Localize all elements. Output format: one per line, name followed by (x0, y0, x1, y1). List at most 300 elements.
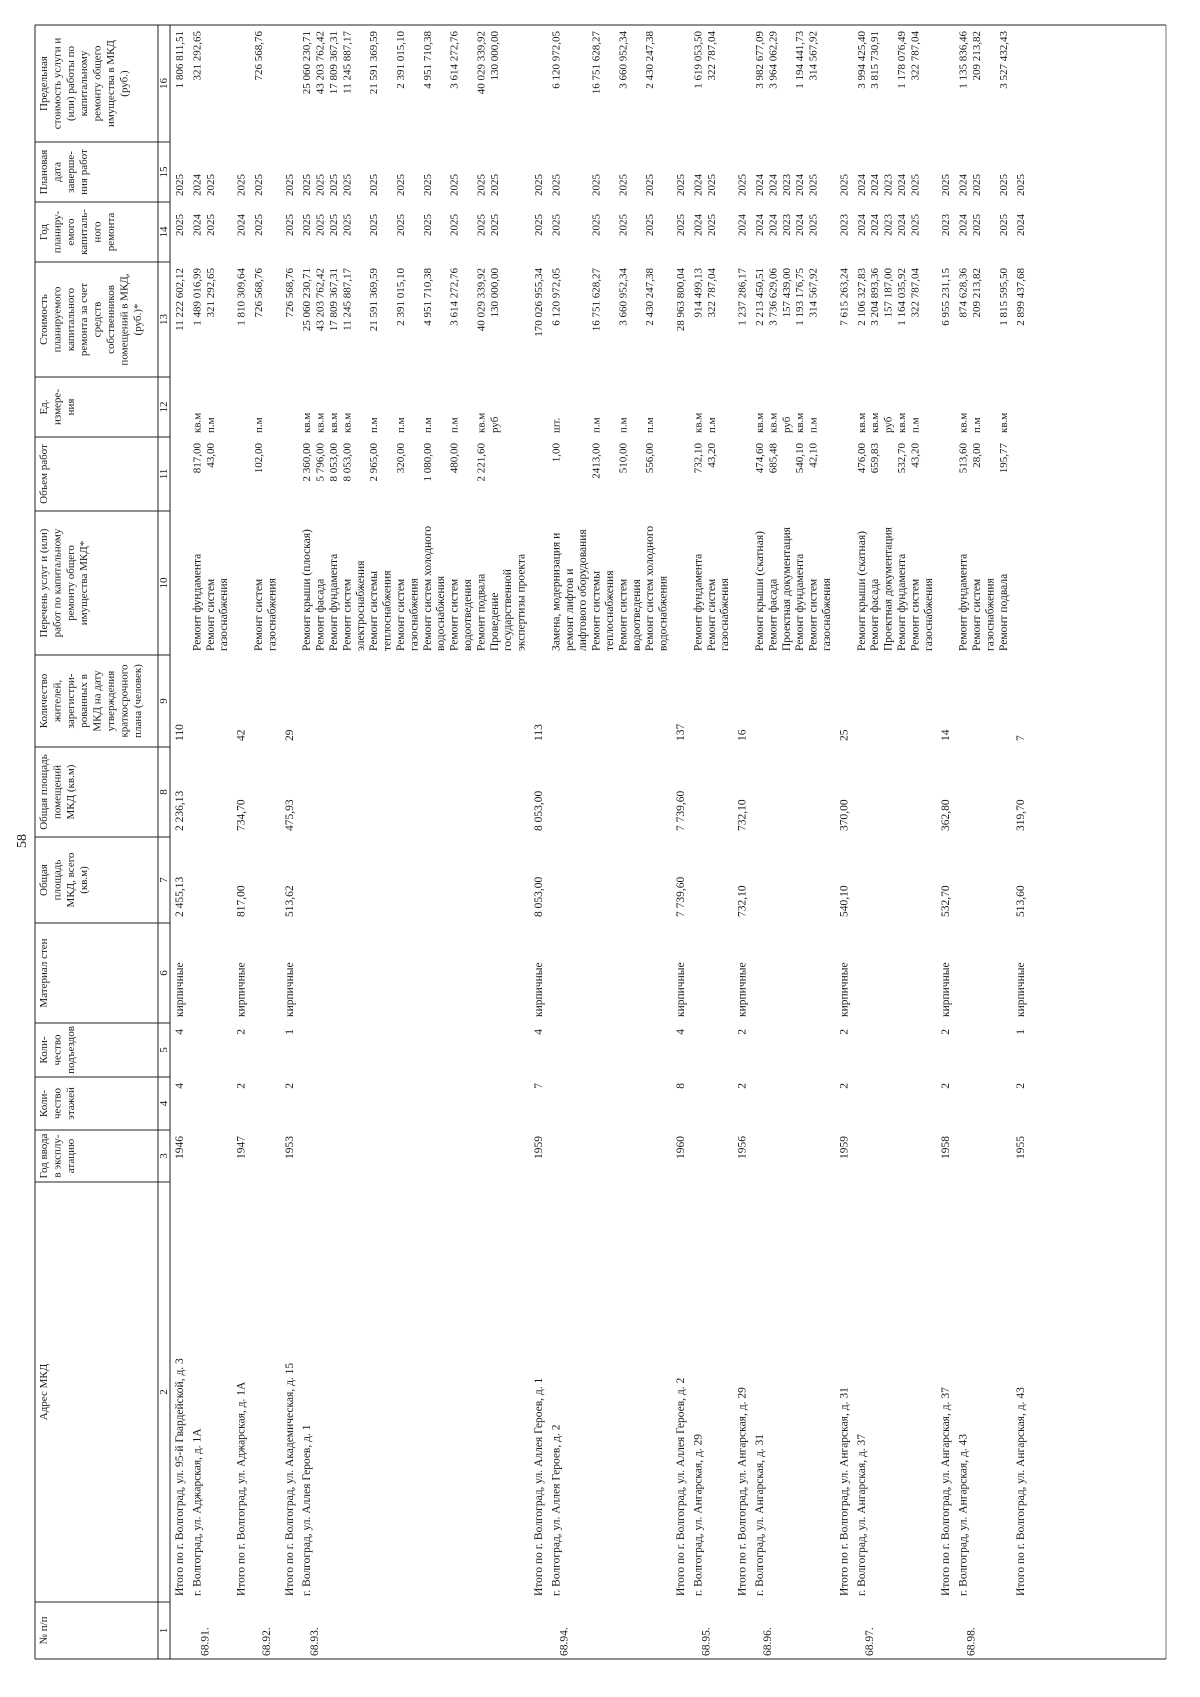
premises-area-cell: 362,80 (940, 799, 953, 831)
address-cell: Итого по г. Волгоград, ул. Аллея Героев, д. 1 (533, 1377, 545, 1596)
unit-cell: кв.м (754, 412, 766, 433)
volume-cell: 474,60 (754, 443, 766, 474)
address-cell: Итого по г. Волгоград, ул. 95-й Гвардейской, д. 3 (174, 1358, 186, 1596)
plan-year-cell: 2024 (1015, 214, 1028, 236)
cost-cell: 3 660 952,34 (617, 268, 630, 326)
volume-cell: 532,70 (896, 443, 908, 474)
end-date-cell: 2025 (838, 174, 851, 196)
plan-year-cell: 2025 (644, 214, 657, 236)
unit-cell: п.м (705, 417, 718, 433)
limit-cost-cell: 43 203 762,42 (314, 31, 327, 95)
volume-cell: 2413,00 (590, 443, 603, 479)
work-item: Ремонт систем (204, 578, 217, 651)
limit-cost-cell: 2 430 247,38 (644, 31, 657, 89)
plan-year-cell: 2025 (807, 214, 820, 236)
limit-cost-cell: 2 391 015,10 (395, 31, 407, 89)
cost-cell: 21 591 369,59 (368, 268, 381, 332)
cost-cell: 1 815 595,50 (997, 268, 1010, 326)
wall-material-cell: кирпичные (736, 962, 749, 1017)
entrances-cell: 4 (533, 1029, 545, 1035)
volume-cell: 510,00 (617, 443, 630, 474)
limit-cost-cell: 16 751 628,27 (590, 31, 603, 95)
row-number: 68.92. (261, 1627, 273, 1656)
unit-cell: п.м (421, 417, 434, 433)
residents-cell: 113 (533, 724, 545, 741)
column-number: 16 (158, 78, 170, 89)
end-date-cell: 2025 (475, 174, 488, 196)
plan-year-cell: 2024 (235, 214, 248, 236)
volume-cell: 480,00 (448, 443, 461, 474)
unit-cell: кв.м (855, 412, 868, 433)
floors-cell: 2 (838, 1083, 851, 1089)
work-item: Ремонт фундамента (692, 553, 705, 651)
volume-cell: 513,60 (957, 443, 970, 474)
plan-year-cell: 2025 (488, 214, 501, 236)
plan-year-cell: 2025 (328, 214, 340, 236)
address-cell: г. Волгоград, ул. Аллея Героев, д. 2 (550, 1424, 563, 1596)
plan-year-cell: 2023 (882, 214, 895, 236)
table-row-total (284, 174, 296, 1597)
cost-cell: 3 736 629,06 (767, 268, 780, 326)
limit-cost-cell: 1 194 441,73 (794, 31, 807, 89)
end-date-cell: 2023 (780, 174, 793, 196)
column-number-row (158, 78, 170, 1634)
end-date-cell: 2024 (754, 174, 766, 196)
floors-cell: 2 (283, 1083, 296, 1089)
end-date-cell: 2025 (550, 174, 563, 196)
wall-material-cell: кирпичные (940, 962, 953, 1017)
limit-cost-cell: 4 951 710,38 (421, 31, 434, 89)
column-number: 2 (158, 1389, 170, 1395)
volume-cell: 42,10 (807, 443, 820, 468)
plan-year-cell: 2025 (590, 214, 603, 236)
plan-year-cell: 2024 (794, 214, 807, 236)
table-body (174, 31, 1027, 1657)
year-cell: 1955 (1015, 1136, 1028, 1159)
premises-area-cell: 370,00 (838, 799, 851, 831)
volume-cell: 320,00 (395, 443, 407, 474)
wall-material-cell: кирпичные (283, 962, 296, 1017)
residents-cell: 137 (675, 723, 687, 741)
header-cell: капиталь- (78, 209, 91, 255)
cost-cell: 322 787,04 (909, 268, 922, 318)
end-date-cell: 2025 (940, 174, 953, 196)
limit-cost-cell: 130 000,00 (488, 31, 501, 81)
end-date-cell: 2024 (191, 174, 204, 196)
cost-cell: 1 193 176,75 (794, 268, 807, 326)
work-item: Ремонт системы (590, 571, 603, 651)
limit-cost-cell: 322 787,04 (705, 31, 718, 81)
address-cell: Итого по г. Волгоград, ул. Ангарская, д. 43 (1015, 1387, 1028, 1596)
entrances-cell: 2 (736, 1029, 749, 1035)
plan-year-cell: 2024 (754, 214, 766, 236)
work-item: теплоснабжения (604, 570, 616, 651)
table-row-item (550, 31, 669, 1657)
unit-cell: п.м (617, 417, 630, 433)
work-item: Ремонт систем (705, 578, 718, 651)
wall-material-cell: кирпичные (174, 962, 186, 1017)
work-item: Ремонт систем (909, 578, 922, 651)
unit-cell: кв.м (301, 412, 314, 433)
unit-cell: кв.м (957, 412, 970, 433)
limit-cost-cell: 3 614 272,76 (448, 31, 461, 89)
cost-cell: 726 568,76 (253, 268, 265, 318)
limit-cost-cell: 209 213,82 (971, 31, 983, 81)
end-date-cell: 2025 (314, 174, 327, 196)
end-date-cell: 2025 (341, 174, 354, 196)
total-area-cell: 513,60 (1015, 885, 1028, 917)
table-row-item (301, 31, 527, 1657)
plan-year-cell: 2025 (971, 214, 983, 236)
residents-cell: 25 (838, 729, 851, 741)
wall-material-cell: кирпичные (838, 962, 851, 1017)
year-cell: 1960 (675, 1136, 687, 1159)
table-row-total (838, 174, 850, 1597)
work-item: Ремонт фундамента (957, 553, 970, 651)
volume-cell: 2 965,00 (368, 443, 381, 482)
work-item: Ремонт крыши (скатная) (855, 531, 868, 651)
table-row-total (675, 174, 687, 1597)
wall-material-cell: кирпичные (235, 962, 248, 1017)
end-date-cell: 2025 (533, 174, 545, 196)
header-cell: Ед. (38, 399, 50, 415)
work-item: Ремонт фундамента (191, 553, 204, 651)
volume-cell: 8 053,00 (328, 443, 340, 482)
cost-cell: 11 245 887,17 (341, 268, 354, 331)
end-date-cell: 2025 (174, 174, 186, 196)
column-number: 10 (158, 577, 170, 589)
wall-material-cell: кирпичные (533, 962, 545, 1017)
plan-year-cell: 2024 (191, 214, 204, 236)
cost-cell: 170 026 955,34 (533, 268, 545, 337)
header-cell: в эксплу- (51, 1134, 64, 1178)
end-date-cell: 2024 (957, 174, 970, 196)
end-date-cell: 2025 (644, 174, 657, 196)
limit-cost-cell: 1 178 076,49 (896, 31, 908, 89)
header-cell: зарегистри- (64, 673, 77, 729)
year-cell: 1946 (174, 1136, 186, 1159)
work-item: газоснабжения (218, 578, 231, 651)
table-row-item (958, 31, 1010, 1657)
limit-cost-cell: 17 809 367,31 (328, 31, 340, 95)
plan-year-cell: 2025 (314, 214, 327, 236)
work-item: Ремонт фундамента (896, 553, 908, 651)
plan-year-cell: 2024 (767, 214, 780, 236)
header-cell: рованных в (78, 674, 91, 728)
limit-cost-cell: 3 994 425,40 (855, 31, 868, 89)
end-date-cell: 2025 (590, 174, 603, 196)
table-row-item (754, 31, 833, 1657)
volume-cell: 43,20 (705, 443, 718, 468)
entrances-cell: 2 (235, 1029, 248, 1035)
plan-year-cell: 2025 (421, 214, 434, 236)
total-area-cell: 817,00 (235, 885, 248, 917)
work-item: водоснабжения (435, 575, 448, 651)
work-item: Ремонт систем (971, 578, 983, 651)
premises-area-cell: 8 053,00 (533, 790, 545, 831)
table-header (38, 38, 144, 1645)
table-row-item (253, 31, 278, 1657)
wall-material-cell: кирпичные (1015, 962, 1028, 1017)
address-cell: г. Волгоград, ул. Аджарская, д. 1А (191, 1428, 204, 1596)
volume-cell: 43,20 (909, 443, 922, 468)
column-number: 11 (158, 468, 170, 480)
work-item: Ремонт фасада (869, 578, 882, 651)
header-cell: капитального (64, 287, 77, 352)
floors-cell: 2 (1015, 1083, 1028, 1089)
entrances-cell: 2 (940, 1029, 953, 1035)
header-cell: МКД, всего (64, 852, 77, 908)
cost-cell: 914 499,13 (692, 268, 705, 318)
header-cell: утверждения (105, 670, 117, 732)
unit-cell: п.м (448, 417, 461, 433)
plan-year-cell: 2024 (896, 214, 908, 236)
plan-year-cell: 2023 (940, 214, 953, 236)
end-date-cell: 2024 (692, 174, 705, 196)
floors-cell: 2 (736, 1083, 749, 1089)
residents-cell: 7 (1015, 735, 1028, 741)
plan-year-cell: 2025 (448, 214, 461, 236)
header-cell: ния работ (78, 149, 91, 195)
year-cell: 1947 (235, 1136, 248, 1159)
header-cell: (кв.м) (78, 866, 91, 894)
header-cell: № п/п (38, 1616, 50, 1645)
cost-cell: 322 787,04 (705, 268, 718, 318)
unit-cell: кв.м (328, 412, 340, 433)
cost-cell: 1 810 309,64 (235, 268, 248, 326)
unit-cell: п.м (909, 417, 922, 433)
table-rotated-group (15, 25, 1166, 1659)
end-date-cell: 2025 (204, 174, 217, 196)
column-number: 15 (158, 166, 170, 178)
floors-cell: 2 (940, 1083, 953, 1089)
limit-cost-cell: 314 567,92 (807, 31, 820, 81)
column-number: 3 (158, 1153, 170, 1159)
header-cell: ния (64, 398, 77, 416)
floors-cell: 4 (174, 1083, 186, 1089)
work-item: ремонт лифтов и (563, 568, 576, 651)
limit-cost-cell: 25 060 230,71 (301, 31, 314, 95)
end-date-cell: 2025 (675, 174, 687, 196)
end-date-cell: 2025 (448, 174, 461, 196)
address-cell: Итого по г. Волгоград, ул. Аллея Героев, д. 2 (675, 1377, 687, 1596)
unit-cell: кв.м (314, 412, 327, 433)
limit-cost-cell: 11 245 887,17 (341, 31, 354, 94)
end-date-cell: 2025 (421, 174, 434, 196)
header-cell: МКД на дату (91, 670, 104, 732)
floors-cell: 8 (675, 1083, 687, 1089)
plan-year-cell: 2024 (957, 214, 970, 236)
end-date-cell: 2024 (869, 174, 882, 196)
end-date-cell: 2025 (971, 174, 983, 196)
work-item: газоснабжения (408, 578, 421, 651)
work-item: газоснабжения (821, 578, 833, 651)
header-cell: Предельная (38, 56, 50, 111)
limit-cost-cell: 21 591 369,59 (368, 31, 381, 95)
cost-cell: 1 164 035,92 (896, 268, 908, 326)
floors-cell: 7 (533, 1083, 545, 1089)
premises-area-cell: 319,70 (1015, 799, 1028, 831)
unit-cell: кв.м (997, 412, 1010, 433)
unit-cell: кв.м (794, 412, 807, 433)
row-number: 68.94. (558, 1627, 571, 1656)
header-cell: (или) работы по (64, 45, 77, 122)
row-number: 68.93. (309, 1627, 322, 1656)
work-item: Ремонт систем (395, 578, 407, 651)
cost-cell: 3 204 893,36 (869, 268, 882, 326)
address-cell: Итого по г. Волгоград, ул. Академическая, д. 15 (283, 1362, 296, 1596)
total-area-cell: 7 739,60 (675, 876, 687, 917)
table-row-total (236, 174, 248, 1597)
unit-cell: руб (780, 416, 793, 433)
cost-cell: 874 628,36 (957, 268, 970, 318)
table-row-total (940, 174, 952, 1597)
header-cell: капитальному (78, 50, 91, 117)
work-item: газоснабжения (719, 578, 732, 651)
header-cell: Общая площадь (38, 754, 50, 830)
plan-year-cell: 2024 (869, 214, 882, 236)
limit-cost-cell: 322 787,04 (909, 31, 922, 81)
plan-year-cell: 2024 (855, 214, 868, 236)
header-cell: чество (51, 1088, 64, 1119)
cost-cell: 1 489 016,99 (191, 268, 204, 326)
limit-cost-cell: 3 815 730,91 (869, 31, 882, 89)
end-date-cell: 2024 (794, 174, 807, 196)
work-item: Ремонт системы (368, 571, 381, 651)
cost-cell: 157 439,00 (780, 268, 793, 318)
premises-area-cell: 2 236,13 (174, 790, 186, 831)
work-item: водоотведения (630, 579, 643, 651)
cost-cell: 726 568,76 (283, 268, 296, 318)
header-cell: Перечень услуг и (или) (38, 528, 50, 638)
work-item: Ремонт подвала (997, 573, 1010, 651)
header-cell: Адрес МКД (38, 1363, 50, 1421)
cost-cell: 16 751 628,27 (590, 268, 603, 332)
header-cell: дата (51, 161, 64, 183)
table-row-total (737, 174, 749, 1597)
cost-cell: 3 614 272,76 (448, 268, 461, 326)
header-cell: помещений (51, 764, 64, 820)
plan-year-cell: 2023 (780, 214, 793, 236)
end-date-cell: 2024 (896, 174, 908, 196)
year-cell: 1958 (940, 1136, 953, 1159)
header-cell: Год (38, 223, 50, 241)
residents-cell: 29 (283, 729, 296, 741)
work-item: водоотведения (462, 579, 474, 651)
work-item: Ремонт систем холодного (421, 525, 434, 651)
work-item: Ремонт систем (807, 578, 820, 651)
end-date-cell: 2025 (617, 174, 630, 196)
header-cell: ного (91, 221, 104, 243)
header-cell: имущества в МКД (105, 40, 117, 127)
plan-year-cell: 2025 (174, 214, 186, 236)
plan-year-cell: 2025 (204, 214, 217, 236)
header-cell: площадь (51, 859, 64, 901)
entrances-cell: 2 (838, 1029, 851, 1035)
cost-cell: 17 809 367,31 (328, 268, 340, 332)
address-cell: г. Волгоград, ул. Ангарская, д. 43 (957, 1433, 970, 1596)
volume-cell: 8 053,00 (341, 443, 354, 482)
unit-cell: кв.м (341, 412, 354, 433)
volume-cell: 43,00 (204, 443, 217, 468)
header-cell: ремонту общего (64, 545, 77, 621)
residents-cell: 14 (940, 729, 953, 741)
header-cell: стоимость услуги и (51, 37, 64, 130)
volume-cell: 556,00 (644, 443, 657, 474)
wall-material-cell: кирпичные (675, 962, 687, 1017)
unit-cell: кв.м (475, 412, 488, 433)
work-item: водоснабжения (657, 575, 670, 651)
unit-cell: п.м (590, 417, 603, 433)
limit-cost-cell: 3 964 062,29 (767, 31, 780, 89)
header-cell: имущества МКД* (78, 540, 91, 626)
volume-cell: 195,77 (997, 443, 1010, 474)
header-cell: измере- (51, 389, 64, 425)
entrances-cell: 1 (1015, 1029, 1028, 1035)
header-cell: работ по капитальному (51, 528, 64, 638)
limit-cost-cell: 1 619 053,50 (692, 31, 705, 89)
column-number: 7 (158, 877, 170, 883)
entrances-cell: 4 (675, 1029, 687, 1035)
volume-cell: 1 080,00 (421, 443, 434, 482)
unit-cell: кв.м (191, 412, 204, 433)
plan-year-cell: 2024 (736, 214, 749, 236)
work-item: Проведение (488, 592, 501, 651)
cost-cell: 25 060 230,71 (301, 268, 314, 332)
volume-cell: 2 221,60 (475, 443, 488, 482)
end-date-cell: 2024 (767, 174, 780, 196)
header-cell: собственников (105, 285, 117, 354)
header-cell: планируемого (51, 286, 64, 353)
work-item: газоснабжения (266, 578, 279, 651)
header-cell: (руб.) (118, 70, 131, 97)
end-date-cell: 2025 (235, 174, 248, 196)
work-item: Ремонт систем (253, 578, 265, 651)
limit-cost-cell: 3 982 677,09 (754, 31, 766, 89)
plan-year-cell: 2025 (909, 214, 922, 236)
end-date-cell: 2023 (882, 174, 895, 196)
header-cell: Материал стен (38, 938, 50, 1008)
header-cell: Общая (38, 864, 50, 896)
total-area-cell: 532,70 (940, 885, 953, 917)
address-cell: Итого по г. Волгоград, ул. Аджарская, д. 1А (235, 1381, 248, 1596)
address-cell: г. Волгоград, ул. Аллея Героев, д. 1 (301, 1424, 314, 1596)
limit-cost-cell: 1 135 836,46 (957, 31, 970, 89)
volume-cell: 817,00 (191, 443, 204, 474)
column-number: 6 (158, 970, 170, 976)
header-cell: Коли- (38, 1089, 50, 1118)
header-cell: Количество (38, 673, 50, 729)
header-cell: МКД (кв.м) (64, 764, 77, 820)
address-cell: г. Волгоград, ул. Ангарская, д. 31 (754, 1433, 766, 1596)
year-cell: 1959 (533, 1136, 545, 1159)
header-cell: помещений в МКД, (118, 273, 131, 366)
header-cell: подъездов (64, 1026, 77, 1074)
work-item: лифтового оборудования (577, 529, 590, 651)
row-number: 68.91. (199, 1627, 212, 1656)
table-row-total (174, 31, 186, 1596)
header-cell: краткосрочного (118, 664, 131, 738)
plan-year-cell: 2023 (838, 214, 851, 236)
column-number: 13 (158, 314, 170, 325)
volume-cell: 685,48 (767, 443, 780, 474)
header-cell: средств (91, 301, 104, 338)
header-cell: Коли- (38, 1036, 50, 1064)
row-number: 68.96. (762, 1627, 774, 1656)
volume-cell: 102,00 (253, 443, 265, 474)
unit-cell: кв.м (767, 412, 780, 433)
plan-year-cell: 2025 (368, 214, 381, 236)
